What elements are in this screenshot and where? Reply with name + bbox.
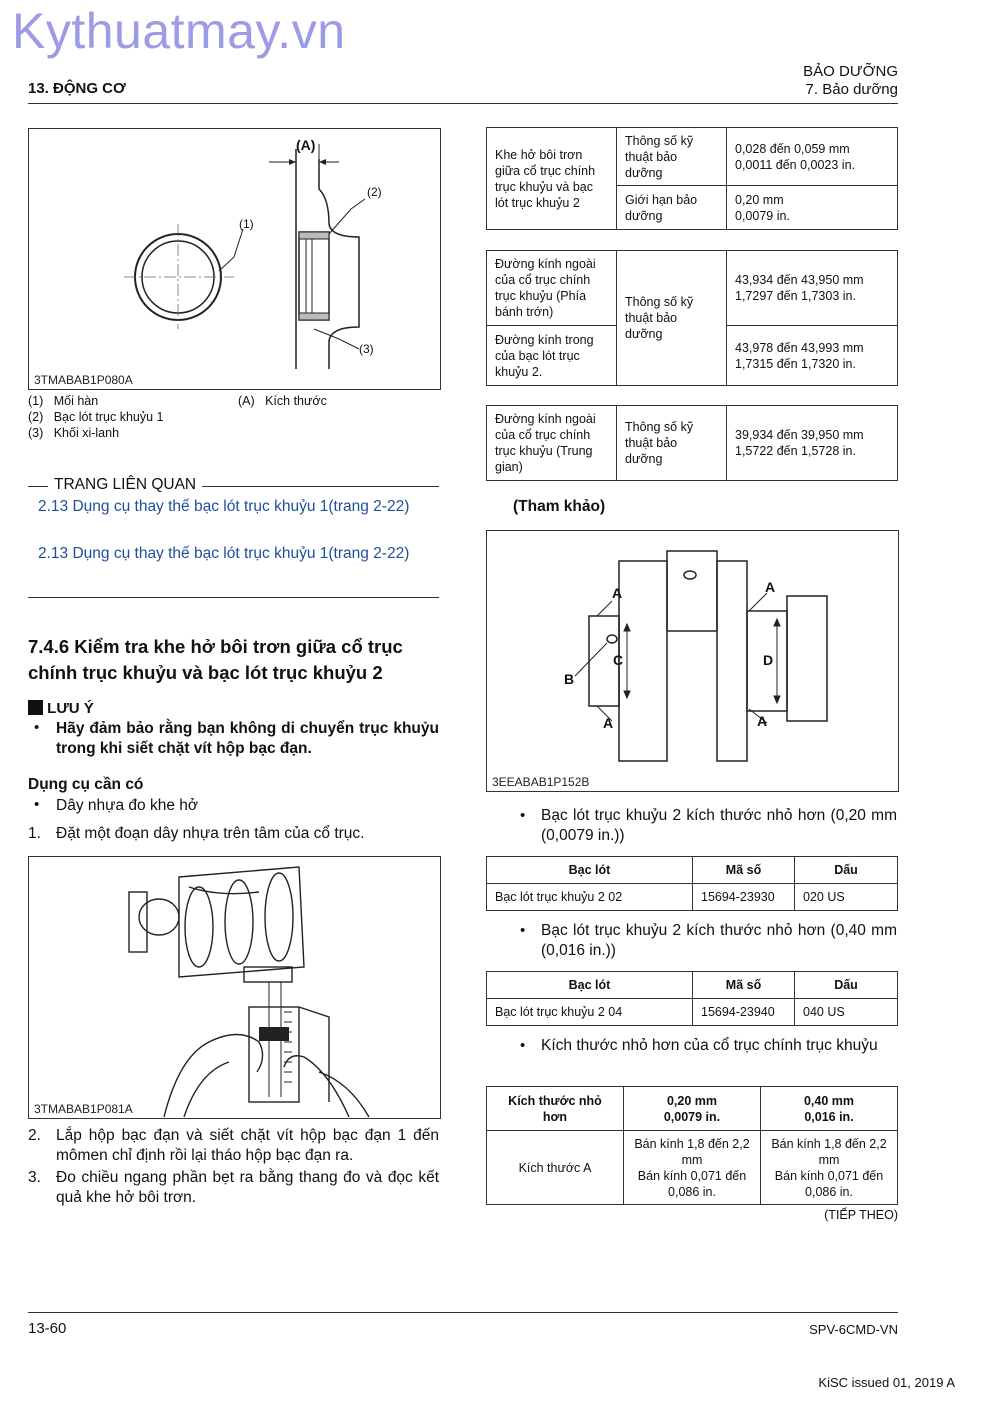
table-header: Kích thước nhỏ hơn: [487, 1087, 624, 1131]
section-heading: 13. ĐỘNG CƠ: [28, 80, 126, 97]
spec-table-diameters: [486, 250, 898, 386]
related-link[interactable]: 2.13 Dụng cụ thay thế bạc lót trục khuỷu 1(trang 2-22): [38, 498, 410, 515]
table-cell: Bán kính 1,8 đến 2,2 mm Bán kính 0,071 đến 0,086 in.: [761, 1131, 898, 1205]
continued-note: (TIẾP THEO): [824, 1208, 898, 1222]
step-number: 3.: [28, 1169, 41, 1186]
table-header: Dấu: [795, 972, 898, 999]
table-cell: 15694-23940: [693, 999, 795, 1026]
journal-undersize-bullet: Kích thước nhỏ hơn của cổ trục chính trục khuỷu: [541, 1037, 878, 1054]
page-number: 13-60: [28, 1320, 67, 1337]
spec-table-clearance: [486, 127, 898, 230]
step-text: Đặt một đoạn dây nhựa trên tâm của cổ trục.: [56, 825, 365, 842]
label-2: (2): [367, 185, 382, 199]
bullet-icon: •: [520, 1037, 526, 1054]
tools-title: Dụng cụ cần có: [28, 776, 144, 793]
step-number: 1.: [28, 825, 41, 842]
spec-type: Thông số kỹ thuật bảo dưỡng: [617, 251, 727, 386]
spec-value: 43,978 đến 43,993 mm 1,7315 đến 1,7320 in.: [727, 326, 898, 386]
table-header: Mã số: [693, 857, 795, 884]
spec-label: Đường kính ngoài của cổ trục chính trục khuỷu (Phía bánh trớn): [487, 251, 617, 326]
bullet-icon: •: [520, 922, 526, 939]
note-square-icon: [28, 700, 43, 715]
label-A: A: [603, 715, 614, 731]
spec-value: 43,934 đến 43,950 mm 1,7297 đến 1,7303 in.: [727, 251, 898, 326]
related-link[interactable]: 2.13 Dụng cụ thay thế bạc lót trục khuỷu 1(trang 2-22): [38, 545, 410, 562]
step-text: Lắp hộp bạc đạn và siết chặt vít hộp bạc đạn 1 đến mômen chỉ định rồi lại tháo hộp bạc đạn ra.: [56, 1127, 439, 1164]
spec-type: Giới hạn bảo dưỡng: [617, 186, 727, 230]
table-header: 0,40 mm 0,016 in.: [761, 1087, 898, 1131]
label-A: A: [612, 585, 623, 601]
issued-note: KiSC issued 01, 2019 A: [818, 1375, 955, 1390]
related-title: TRANG LIÊN QUAN: [48, 476, 202, 494]
document-code: SPV-6CMD-VN: [809, 1322, 898, 1337]
step-number: 2.: [28, 1127, 41, 1144]
table-cell: 020 US: [795, 884, 898, 911]
footer-divider: [28, 1312, 898, 1313]
spec-label: Đường kính trong của bạc lót trục khuỷu 2.: [487, 326, 617, 386]
figure-bearing-diagram: [28, 128, 441, 390]
figure-code: 3TMABAB1P081A: [34, 1102, 133, 1116]
table-cell: 15694-23930: [693, 884, 795, 911]
table-header: 0,20 mm 0,0079 in.: [624, 1087, 761, 1131]
label-A: A: [757, 713, 768, 729]
table-header: Bạc lót: [487, 972, 693, 999]
spec-label: Đường kính ngoài của cổ trục chính trục khuỷu (Trung gian): [487, 406, 617, 481]
note-header: LƯU Ý: [28, 700, 94, 717]
related-bottom-rule: [28, 597, 439, 598]
journal-undersize-table: [486, 1086, 898, 1205]
bullet-icon: •: [34, 719, 40, 736]
bullet-icon: •: [520, 807, 526, 824]
undersize-table-040: [486, 971, 898, 1026]
spec-table-intermediate: [486, 405, 898, 481]
spec-value: 0,028 đến 0,059 mm 0,0011 đến 0,0023 in.: [727, 128, 898, 186]
spec-type: Thông số kỹ thuật bảo dưỡng: [617, 128, 727, 186]
legend-item: (1) Mối hàn: [28, 394, 99, 408]
table-cell: Bán kính 1,8 đến 2,2 mm Bán kính 0,071 đến 0,086 in.: [624, 1131, 761, 1205]
reference-title: (Tham khảo): [513, 498, 606, 515]
undersize-bullet: Bạc lót trục khuỷu 2 kích thước nhỏ hơn (0,40 mm (0,016 in.)): [541, 922, 897, 959]
legend-item: (2) Bạc lót trục khuỷu 1: [28, 410, 164, 424]
spec-label: Khe hở bôi trơn giữa cổ trục chính trục khuỷu và bạc lót trục khuỷu 2: [487, 128, 617, 230]
table-cell: 040 US: [795, 999, 898, 1026]
figure-crankshaft: [486, 530, 899, 792]
label-C: C: [613, 652, 624, 668]
spec-value: 0,20 mm 0,0079 in.: [727, 186, 898, 230]
undersize-table-020: [486, 856, 898, 911]
note-text: Hãy đảm bảo rằng bạn không di chuyển trục khuỷu trong khi siết chặt vít hộp bạc đạn.: [56, 720, 439, 757]
figure-code: 3TMABAB1P080A: [34, 373, 133, 387]
tool-item: Dây nhựa đo khe hở: [56, 797, 199, 814]
table-cell: Kích thước A: [487, 1131, 624, 1205]
watermark: Kythuatmay.vn: [12, 3, 346, 59]
label-A: (A): [296, 137, 316, 153]
table-header: Mã số: [693, 972, 795, 999]
table-header: Dấu: [795, 857, 898, 884]
header-divider: [28, 103, 898, 104]
table-cell: Bạc lót trục khuỷu 2 04: [487, 999, 693, 1026]
bullet-icon: •: [34, 796, 40, 813]
plastigage-illustration-svg: [29, 857, 440, 1118]
legend-item: (A) Kích thước: [238, 394, 327, 408]
label-D: D: [763, 652, 774, 668]
subchapter-title: 7. Bảo dưỡng: [805, 81, 898, 98]
legend-item: (3) Khối xi-lanh: [28, 426, 120, 440]
spec-value: 39,934 đến 39,950 mm 1,5722 đến 1,5728 in.: [727, 406, 898, 481]
label-3: (3): [359, 342, 374, 356]
crankshaft-svg: [487, 531, 898, 791]
label-1: (1): [239, 217, 254, 231]
figure-plastigage-photo: [28, 856, 441, 1119]
step-text: Đo chiều ngang phần bẹt ra bằng thang đo và đọc kết quả khe hở bôi trơn.: [56, 1169, 439, 1206]
undersize-bullet: Bạc lót trục khuỷu 2 kích thước nhỏ hơn (0,20 mm (0,0079 in.)): [541, 807, 897, 844]
table-header: Bạc lót: [487, 857, 693, 884]
chapter-title: BẢO DƯỠNG: [803, 63, 898, 80]
label-A: A: [765, 579, 776, 595]
figure-code: 3EEABAB1P152B: [492, 775, 590, 789]
label-B: B: [564, 671, 575, 687]
section-title: 7.4.6 Kiểm tra khe hở bôi trơn giữa cổ trục chính trục khuỷu và bạc lót trục khuỷu 2: [28, 636, 403, 683]
table-cell: Bạc lót trục khuỷu 2 02: [487, 884, 693, 911]
spec-type: Thông số kỹ thuật bảo dưỡng: [617, 406, 727, 481]
bearing-diagram-svg: [29, 129, 440, 389]
